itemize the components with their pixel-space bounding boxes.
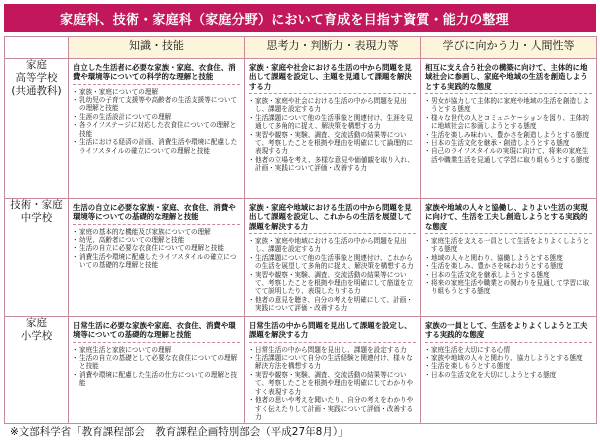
list-item: ・ 実習や観察・実験、調査、交流活動の結果等について、考察したことを根拠や理由を明確にしてわかりやすく表現する力 — [249, 371, 416, 396]
row-elementary — [5, 317, 597, 424]
cell-junior-knowledge — [69, 199, 245, 317]
cell-elementary-thinking — [245, 317, 421, 424]
list-item: ・ 幼児、高齢者についての理解と技能 — [73, 236, 240, 244]
list-item: ・ 生活課題について他の生活事象と関連付け、生涯を見通して多角的に捉え、解決策を構想する力 — [249, 114, 416, 131]
cell-high-knowledge — [69, 59, 245, 199]
list-item: ・ 生活を楽しもうとする態度 — [425, 362, 592, 370]
row-header-line: 家庭 — [26, 59, 47, 71]
row-header-junior-high — [5, 199, 69, 317]
cell-heading: 自立した生活者に必要な家族・家庭、衣食住、消費や環境等についての科学的な理解と技能 — [73, 63, 240, 85]
list-item: ・ 生活課題について他の生活事象と関連付け、これからの生活を展望して多角的に捉え、解決策を構想する力 — [249, 254, 416, 271]
list-item: ・ 家庭の基本的な機能及び家族についての理解 — [73, 228, 240, 236]
source-note: ※文部科学省「教育課程部会 教育課程企画特別部会（平成27年8月）」 — [10, 426, 349, 438]
cell-elementary-knowledge — [69, 317, 245, 424]
row-header-line: 家庭 — [26, 317, 47, 329]
row-header-high-school — [5, 59, 69, 199]
list-item: ・ 生活における経済の計画、消費生活や環境に配慮したライフスタイルの確立についての理解と技能 — [73, 138, 240, 155]
item-list — [425, 346, 592, 380]
cell-junior-attitude — [421, 199, 597, 317]
row-header-line: 中学校 — [20, 212, 53, 225]
row-junior-high — [5, 199, 597, 317]
list-item: ・ 消費や環境に配慮した生活の仕方についての理解と技能 — [73, 371, 240, 388]
competency-matrix — [4, 36, 597, 424]
item-list — [73, 228, 240, 270]
cell-high-thinking — [245, 59, 421, 199]
list-item: ・ 日本の生活文化を大切にしようとする態度 — [425, 371, 592, 379]
row-header-line: 小学校 — [20, 330, 53, 343]
list-item: ・ 生活課題について自分の生活経験と関連付け、様々な解決方法を構想する力 — [249, 354, 416, 371]
cell-heading: 日常生活の中から問題を見出して課題を設定し、課題を解決する力 — [249, 321, 416, 343]
list-item: ・ 様々な世代の人とコミュニケーションを図り、主体的に地域社会に参画しようとする態度 — [425, 114, 592, 131]
list-item: ・ 日本の生活文化を継承しようとする態度 — [425, 271, 592, 279]
cell-heading: 家族や地域の人々と協働し、よりよい生活の実現に向けて、生活を工夫し創造しようとする実践的な態度 — [425, 203, 592, 234]
list-item: ・ 生活を楽しみ、豊かさを味わおうとする態度 — [425, 262, 592, 270]
column-header-row — [5, 37, 597, 59]
row-header-line: 高等学校 — [15, 72, 58, 85]
list-item: ・ 他者の意見を聴き、自分の考えを明確にして、計画・実践について評価・改善する力 — [249, 296, 416, 313]
list-item: ・ 日本の生活文化を継承・創造しようとする態度 — [425, 139, 592, 147]
list-item: ・ 日常生活の中から問題を見出し、課題を設定する力 — [249, 346, 416, 354]
list-item: ・ 生活の自立の基礎として必要な衣食住についての理解と技能 — [73, 354, 240, 371]
cell-elementary-attitude — [421, 317, 597, 424]
corner-cell — [5, 37, 69, 59]
list-item: ・ 家庭生活を支える一員として生活をよりよくしようとする態度 — [425, 237, 592, 254]
column-header-knowledge: 知識・技能 — [69, 37, 245, 59]
list-item: ・ 地域の人々と関わり、協働しようとする態度 — [425, 254, 592, 262]
list-item: ・ 将来の家庭生活や職業との関わりを見通して学習に取り組もうとする態度 — [425, 279, 592, 296]
column-header-attitude: 学びに向かう力・人間性等 — [421, 37, 597, 59]
row-header-elementary — [5, 317, 69, 424]
list-item: ・ 他者の思いや考えを聞いたり、自分の考えをわかりやすく伝えたりして計画・実践について評価・改善する力 — [249, 396, 416, 421]
item-list — [249, 346, 416, 422]
cell-junior-thinking — [245, 199, 421, 317]
row-header-line: (共通教科) — [11, 85, 62, 98]
list-item: ・ 家族・家庭や社会における生活の中から問題を見出し、課題を設定する力 — [249, 97, 416, 114]
item-list — [425, 237, 592, 296]
cell-heading: 家族・家庭や社会における生活の中から問題を見出して課題を設定し、主題を見通して課題を解決する力 — [249, 63, 416, 94]
list-item: ・ 他者の立場を考え、多様な意見や価値観を取り入れ、計画・実践について評価・改善する力 — [249, 156, 416, 173]
cell-heading: 日常生活に必要な家族や家庭、衣食住、消費や環境等についての基礎的な理解と技能 — [73, 321, 240, 343]
list-item: ・ 家族・家庭についての理解 — [73, 88, 240, 96]
cell-heading: 家族の一員として、生活をよりよくしようと工夫する実践的な態度 — [425, 321, 592, 343]
item-list — [73, 88, 240, 156]
list-item: ・ 家族や地域の人々と関わり、協力しようとする態度 — [425, 354, 592, 362]
row-header-line: 技術・家庭 — [10, 199, 63, 211]
list-item: ・ 男女が協力して主体的に家庭や地域の生活を創造しようとする態度 — [425, 97, 592, 114]
list-item: ・ 各ライフステージに対応した衣食住についての理解と技能 — [73, 121, 240, 138]
item-list — [249, 97, 416, 173]
list-item: ・ 生活を楽しみ味わい、豊かさを創造しようとする態度 — [425, 131, 592, 139]
list-item: ・ 自己のライフスタイルの実現に向けて、将来の家庭生活や職業生活を見通して学習に取り組もうとする態度 — [425, 147, 592, 164]
cell-high-attitude — [421, 59, 597, 199]
column-header-thinking: 思考力・判断力・表現力等 — [245, 37, 421, 59]
list-item: ・ 家族・家庭や地域における生活の中から問題を見出し、課題を設定する力 — [249, 237, 416, 254]
item-list — [73, 346, 240, 388]
row-high-school — [5, 59, 597, 199]
item-list — [249, 237, 416, 313]
page-title: 家庭科、技術・家庭科（家庭分野）において育成を目指す資質・能力の整理 — [4, 4, 596, 32]
list-item: ・ 家庭生活と家族についての理解 — [73, 346, 240, 354]
cell-heading: 家族・家庭や地域における生活の中から問題を見出して課題を設定し、これからの生活を展望して課題を解決する力 — [249, 203, 416, 234]
list-item: ・ 生活の自立に必要な衣食住についての理解と技能 — [73, 244, 240, 252]
list-item: ・ 実習や観察・実験、調査、交流活動の結果等について、考察したことを根拠や理由を明確にして論理的に表現する力 — [249, 131, 416, 156]
item-list — [425, 97, 592, 165]
cell-heading: 相互に支え合う社会の構築に向けて、主体的に地域社会に参画し、家庭や地域の生活を創造しようとする実践的な態度 — [425, 63, 592, 94]
list-item: ・ 乳幼児の子育て支援等や高齢者の生活支援等についての理解と技能 — [73, 96, 240, 113]
cell-heading: 生活の自立に必要な家族・家庭、衣食住、消費や環境等についての基礎的な理解と技能 — [73, 203, 240, 225]
list-item: ・ 消費生活や環境に配慮したライフスタイルの確立についての基礎的な理解と技能 — [73, 253, 240, 270]
list-item: ・ 家庭生活を大切にする心情 — [425, 346, 592, 354]
list-item: ・ 生涯の生活設計についての理解 — [73, 113, 240, 121]
list-item: ・ 実習や観察・実験、調査、交流活動の結果等について、考察したことを根拠や理由を明確にして筋道を立てて説明したり、表現したりする力 — [249, 271, 416, 296]
